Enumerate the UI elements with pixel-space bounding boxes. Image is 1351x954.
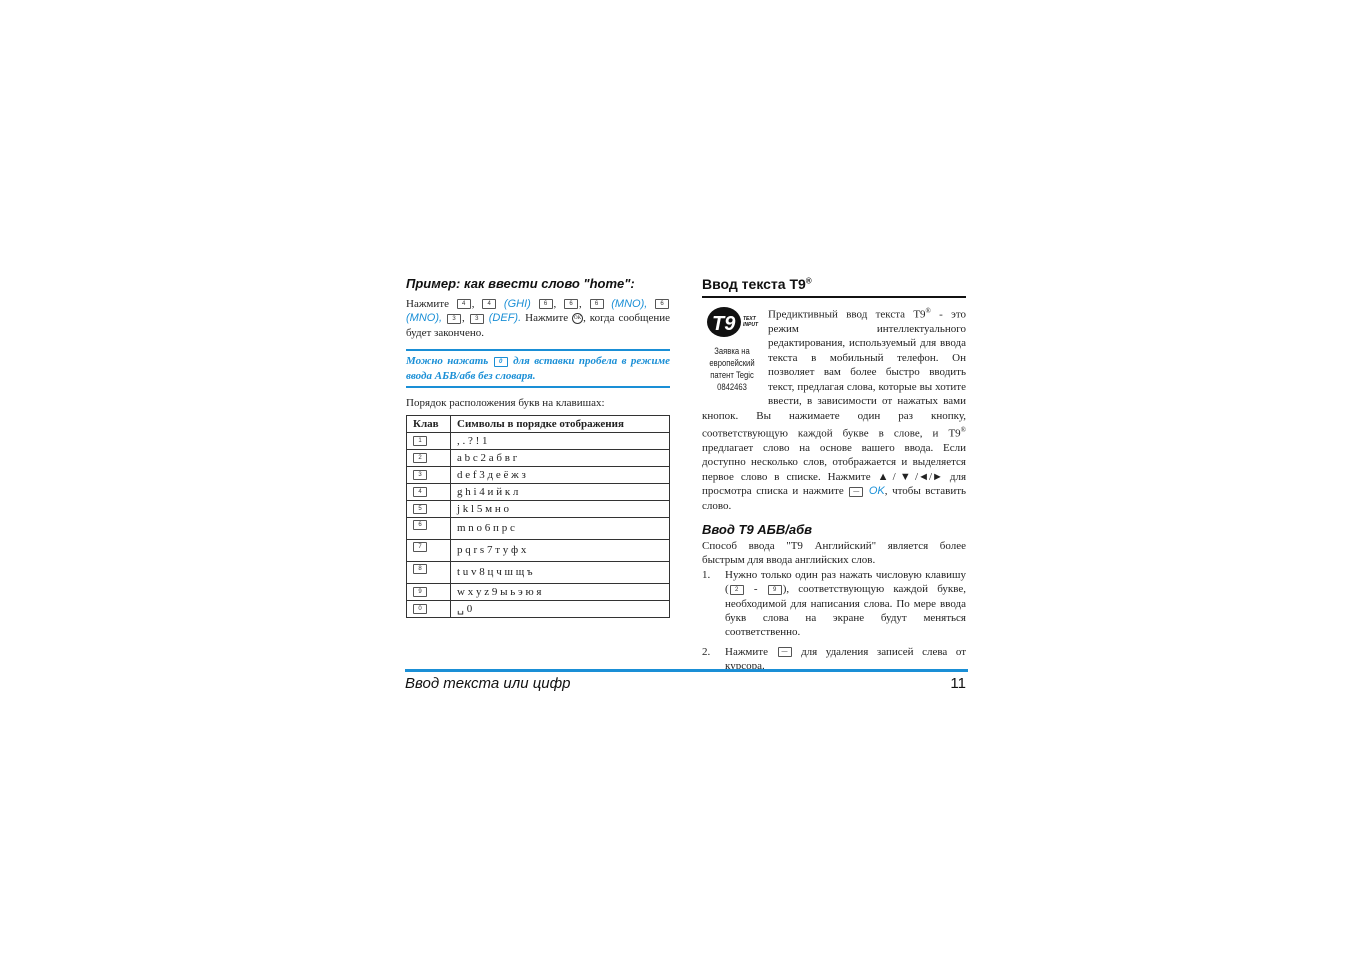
table-cell-key: [407, 539, 451, 561]
table-row: [407, 500, 670, 517]
key-6-icon: 6: [564, 299, 578, 309]
page-footer: [405, 669, 968, 692]
table-cell-key: [407, 483, 451, 500]
intro-sup: ®: [925, 307, 931, 315]
example-mno-2: (MNO),: [406, 312, 443, 325]
key-icon: 8: [413, 564, 427, 574]
table-row: [407, 483, 670, 500]
intro-text-3: предлагает слово на основе вашего ввода. Если доступно несколько слов, отображается и выделяется первое слово в списке. Нажмите ▲/▼/◄/► для просмотра списка и нажмите: [702, 441, 966, 498]
table-cell-chars: d e f 3 д е ё ж з: [451, 466, 670, 483]
step-text-b: -: [744, 583, 767, 596]
table-cell-key: [407, 466, 451, 483]
example-text: Нажмите: [406, 298, 449, 310]
right-column: [702, 276, 966, 679]
table-header-chars: Символы в порядке отображения: [451, 415, 670, 432]
step-text-c: для удаления записей слева от курсора.: [725, 645, 967, 673]
step-text-a: Нажмите: [725, 645, 768, 658]
example-paragraph: Нажмите 4 , 4 (GHI) 6 , 6 , 6 (MNO), 6 (MNO), 3 , 3 (DEF). Нажмите OK , когда сообщение будет закончено.: [406, 298, 671, 339]
table-cell-key: [407, 561, 451, 583]
key-icon: 2: [413, 453, 427, 463]
left-softkey-icon: —: [849, 487, 863, 497]
t9-logo-text: T9: [712, 313, 736, 335]
table-header-key: Клав: [407, 415, 451, 432]
table-cell-chars: p q r s 7 т у ф х: [451, 539, 670, 561]
step-text-c: ), соответствующую каждой букве, необходимой для написания слова. По мере ввода букв слова на экране будут меняться соответственно.: [725, 583, 966, 639]
key-icon: 7: [413, 542, 427, 552]
note-text-1: Можно нажать: [406, 355, 489, 368]
table-cell-key: [407, 449, 451, 466]
logo-caption-2: европейский: [709, 358, 755, 368]
key-9-icon: 9: [768, 585, 782, 595]
table-cell-chars: , . ? ! 1: [451, 432, 670, 449]
key-6-icon: 6: [590, 299, 604, 309]
example-ghi: (GHI): [503, 298, 531, 310]
subsection-text: Способ ввода "T9 Английский" является более быстрым для ввода английских слов.: [702, 540, 966, 567]
key-icon: 5: [413, 504, 427, 514]
example-text-2: Нажмите: [525, 312, 569, 325]
steps-list: [702, 568, 966, 674]
list-item: [702, 568, 966, 640]
table-cell-chars: m n o 6 п р с: [451, 517, 670, 539]
key-4-icon: 4: [457, 299, 471, 309]
right-softkey-icon: —: [778, 647, 792, 657]
key-icon: 3: [413, 470, 427, 480]
table-row: [407, 583, 670, 600]
table-cell-key: [407, 517, 451, 539]
table-row: [407, 600, 670, 617]
example-mno: (MNO),: [611, 298, 648, 310]
intro-text-1: Предиктивный ввод текста T9: [768, 308, 926, 321]
ok-key-icon: OK: [572, 313, 583, 324]
table-row: [407, 466, 670, 483]
logo-caption-3: патент Tegic: [710, 370, 754, 380]
table-cell-chars: w x y z 9 ы ь э ю я: [451, 583, 670, 600]
logo-caption-1: Заявка на: [714, 346, 750, 356]
table-cell-chars: g h i 4 и й к л: [451, 483, 670, 500]
table-cell-chars: t u v 8 ц ч ш щ ъ: [451, 561, 670, 583]
t9-logo-side: TEXT: [743, 316, 756, 322]
key-table: [406, 415, 670, 618]
ok-label: OK: [868, 485, 885, 498]
note-text-2: для вставки пробела в режиме ввода АБВ/абв без словаря.: [406, 355, 671, 382]
t9-logo-icon: [703, 304, 761, 340]
table-row: [407, 561, 670, 583]
table-row: [407, 432, 670, 449]
step-number: 1.: [702, 568, 711, 581]
key-2-icon: 2: [730, 585, 744, 595]
intro-sup-2: ®: [960, 425, 966, 434]
key-3-icon: 3: [470, 314, 484, 324]
key-icon: 4: [413, 487, 427, 497]
note-box: [406, 349, 670, 388]
section-title-sup: ®: [805, 276, 812, 286]
table-row: [407, 449, 670, 466]
key-icon: 6: [413, 520, 427, 530]
table-row: [407, 539, 670, 561]
example-text-3: , когда сообщение будет закончено.: [406, 312, 671, 339]
table-cell-chars: j k l 5 м н о: [451, 500, 670, 517]
logo-caption-4: 0842463: [717, 382, 747, 392]
table-cell-key: [407, 583, 451, 600]
table-cell-chars: a b c 2 а б в г: [451, 449, 670, 466]
key-3-icon: 3: [447, 314, 461, 324]
key-0-icon: 0: [494, 357, 508, 367]
key-icon: 1: [413, 436, 427, 446]
section-title-text: Ввод текста T9: [702, 276, 806, 292]
footer-title: Ввод текста или цифр: [405, 675, 571, 692]
example-heading: Пример: как ввести слово "home":: [406, 276, 635, 291]
table-cell-key: [407, 600, 451, 617]
key-4-icon: 4: [482, 299, 496, 309]
section-title: [702, 276, 966, 298]
t9-logo-block: [702, 304, 762, 393]
key-icon: 9: [413, 587, 427, 597]
step-text-a: Нужно только один раз нажать числовую клавишу (: [725, 568, 966, 596]
subsection-title: Ввод T9 АБВ/абв: [702, 522, 813, 537]
example-def: (DEF).: [488, 312, 522, 325]
intro-text-4: , чтобы вставить слово.: [702, 485, 967, 512]
order-intro: Порядок расположения букв на клавишах:: [406, 397, 605, 410]
table-cell-chars: ␣ 0: [451, 600, 670, 617]
page-number: 11: [950, 675, 966, 692]
step-number: 2.: [702, 645, 711, 658]
key-icon: 0: [413, 604, 427, 614]
intro-text-2: - это режим интеллектуального редактирования, используемый для ввода текста в мобильный телефон. Он позволяет вам более быстро вводить текст, предлагая слова, которые вы хотите ввести, в зависимости от нажатых вами кнопок. Вы нажимаете один раз кнопку, соответствующую каждой букве в слове, и T9: [702, 308, 966, 440]
table-cell-key: [407, 432, 451, 449]
table-row: [407, 517, 670, 539]
key-6-icon: 6: [539, 299, 553, 309]
t9-logo-side-2: INPUT: [743, 322, 758, 328]
key-6-icon: 6: [655, 299, 669, 309]
left-column: [406, 276, 670, 618]
table-cell-key: [407, 500, 451, 517]
